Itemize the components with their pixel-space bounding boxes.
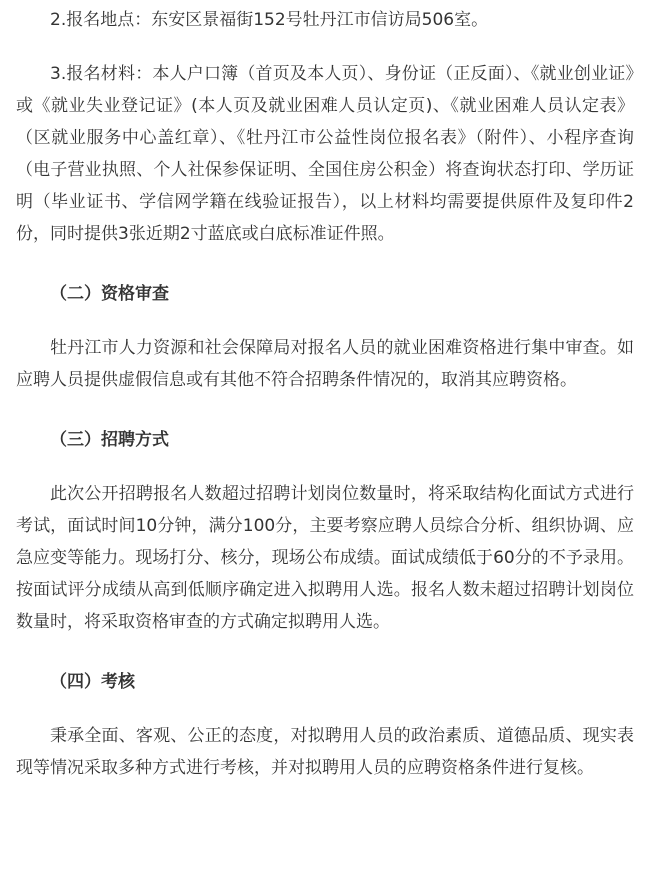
spacer (16, 456, 634, 478)
spacer (16, 396, 634, 424)
section-body-recruitment-method: 此次公开招聘报名人数超过招聘计划岗位数量时，将采取结构化面试方式进行考试，面试时间10分钟，满分100分，主要考察应聘人员综合分析、组织协调、应急应变等能力。现场打分、核分，现场公布成绩。面试成绩低于60分的不予录用。按面试评分成绩从高到低顺序确定进入拟聘用人选。报名人数未超过招聘计划岗位数量时，将采取资格审查的方式确定拟聘用人选。 (16, 484, 634, 632)
section-body-qualification-review: 牡丹江市人力资源和社会保障局对报名人员的就业困难资格进行集中审查。如应聘人员提供虚假信息或有其他不符合招聘条件情况的，取消其应聘资格。 (16, 338, 634, 390)
registration-materials-paragraph: 3.报名材料：本人户口簿（首页及本人页）、身份证（正反面）、《就业创业证》或《就业失业登记证》(本人页及就业困难人员认定页)、《就业困难人员认定表》（区就业服务中心盖红章）、《牡丹江市公益性岗位报名表》（附件）、小程序查询（电子营业执照、个人社保参保证明、全国住房公积金）将查询状态打印、学历证明（毕业证书、学信网学籍在线验证报告），以上材料均需要提供原件及复印件2份，同时提供3张近期2寸蓝底或白底标准证件照。 (16, 64, 634, 244)
spacer (16, 698, 634, 720)
section-heading-assessment: （四）考核 (50, 672, 135, 692)
spacer (16, 310, 634, 332)
registration-location-paragraph: 2.报名地点：东安区景福街152号牡丹江市信访局506室。 (50, 10, 489, 30)
section-body-assessment: 秉承全面、客观、公正的态度，对拟聘用人员的政治素质、道德品质、现实表现等情况采取多种方式进行考核，并对拟聘用人员的应聘资格条件进行复核。 (16, 726, 634, 778)
spacer (16, 36, 634, 58)
section-heading-recruitment-method: （三）招聘方式 (50, 430, 169, 450)
section-heading-qualification-review: （二）资格审查 (50, 284, 169, 304)
spacer (16, 638, 634, 666)
spacer (16, 250, 634, 278)
